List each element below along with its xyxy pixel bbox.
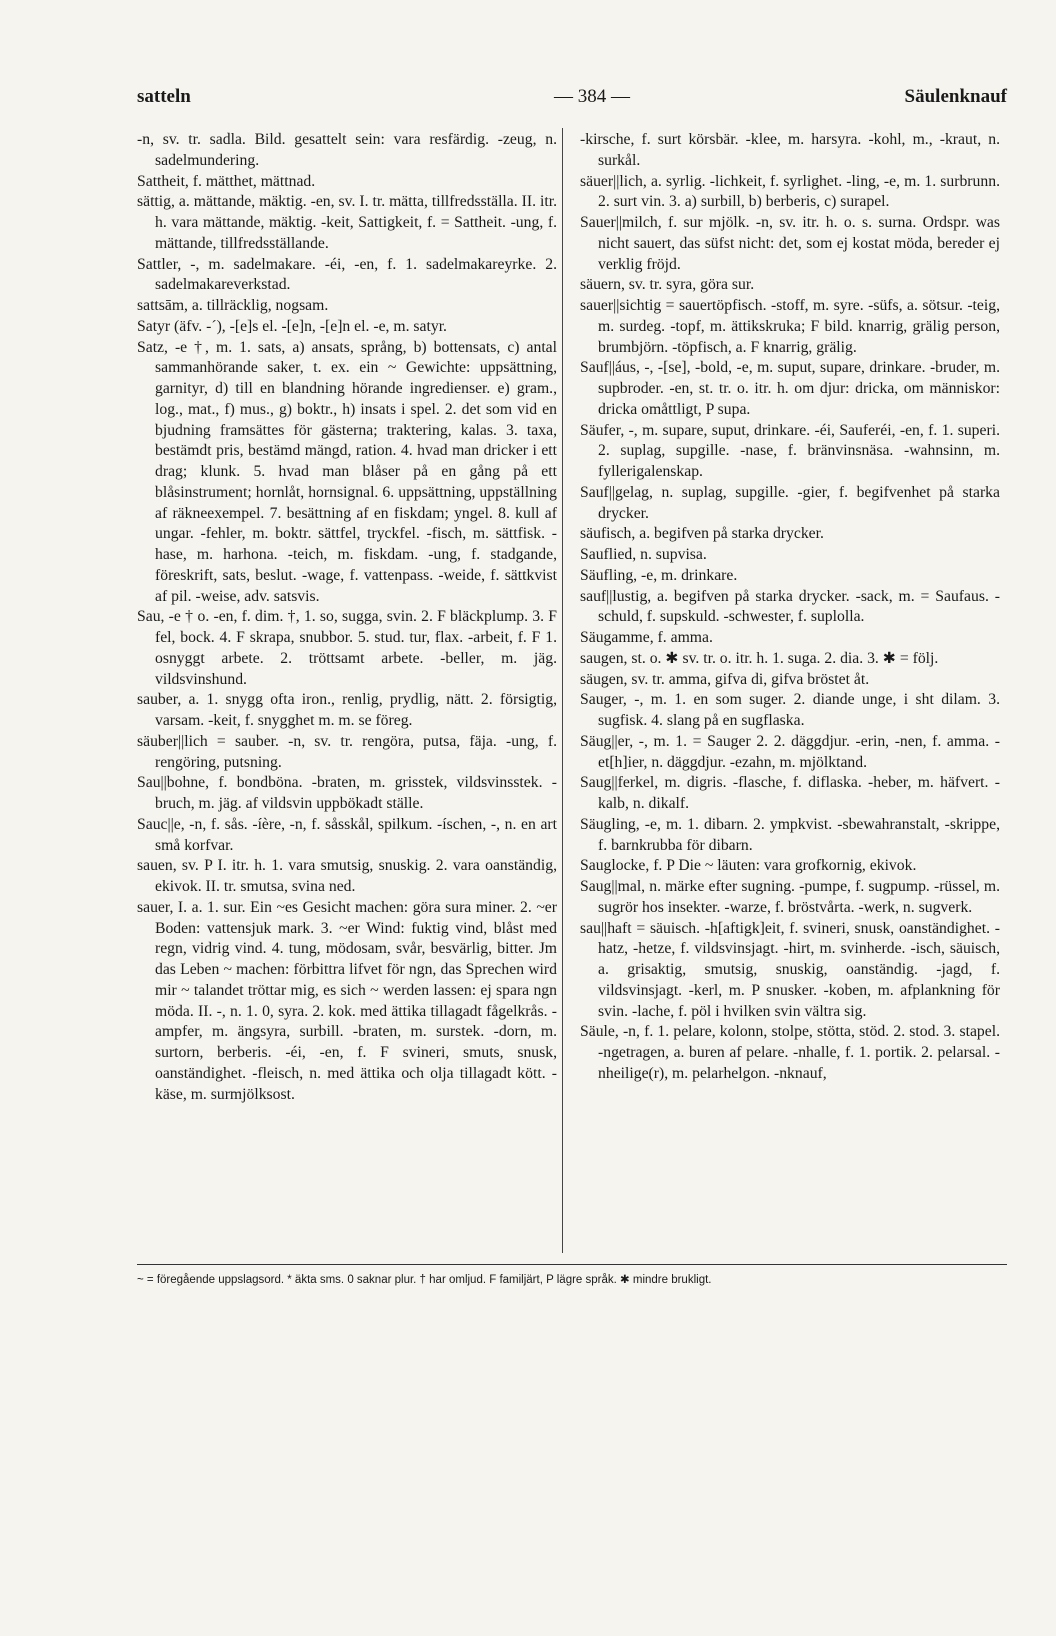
entry: sauber, a. 1. snygg ofta iron., renlig, prydlig, nätt. 2. försigtig, varsam. -keit, f. snygghet m. m. se föreg. xyxy=(137,691,557,729)
entry: Säufer, -, m. supare, suput, drinkare. -éi, Sauferéi, -en, f. 1. superi. 2. suplag, supgille. -nase, f. bränvinsnäsa. -wahnsinn, m. fyllerigalenskap. xyxy=(580,421,1000,480)
entry: Säule, -n, f. 1. pelare, kolonn, stolpe, stötta, stöd. 2. stod. 3. stapel. -ngetragen, a. buren af pelare. -nhalle, f. 1. portik. 2. pelarsal. -nheilige(r), m. pelarhelgon. -nknauf, xyxy=(580,1023,1000,1082)
entry: Säufling, -e, m. drinkare. xyxy=(580,566,738,584)
entry: Sauc||e, -n, f. sås. -íère, -n, f. såsskål, spilkum. -íschen, -, n. en art små korfvar. xyxy=(137,815,557,854)
entry: sättig, a. mättande, mäktig. -en, sv. I. tr. mätta, tillfredsställa. II. itr. h. vara mättande, mäktig. -keit, Sattigkeit, f. = Sattheit. -ung, f. mättande, tillfredsställande. xyxy=(137,193,557,252)
entry: Sauf||áus, -, -[se], -bold, -e, m. suput, supare, drinkare. -bruder, m. supbroder. -en, st. tr. o. itr. h. om djur: dricka, om människor: dricka omåttligt, P supa. xyxy=(580,359,1000,418)
entry: Saug||mal, n. märke efter sugning. -pumpe, f. sugpump. -rüssel, m. sugrör hos insekter. -warze, f. bröstvårta. -werk, n. sugverk. xyxy=(580,878,1000,916)
entry: Säugling, -e, m. 1. dibarn. 2. ympkvist. -sbewahranstalt, -skrippe, f. barnkrubba för dibarn. xyxy=(580,815,1000,854)
page-number: — 384 — xyxy=(554,86,630,107)
abbreviation-key-footer: ~ = föregående uppslagsord. * äkta sms. 0 saknar plur. † har omljud. F familjärt, P lägre språk. ✱ mindre brukligt. xyxy=(137,1274,712,1286)
entry: Sattheit, f. mätthet, mättnad. xyxy=(137,172,316,190)
entry: Sauf||gelag, n. suplag, supgille. -gier, f. begifvenhet på starka drycker. xyxy=(580,483,1000,522)
header-left-guideword: satteln xyxy=(137,86,191,107)
entry: säufisch, a. begifven på starka drycker. xyxy=(580,525,824,543)
entry: -n, sv. tr. sadla. Bild. gesattelt sein: vara resfärdig. -zeug, n. sadelmundering. xyxy=(137,131,557,169)
entry: säuern, sv. tr. syra, göra sur. xyxy=(580,276,755,294)
entry: -kirsche, f. surt körsbär. -klee, m. harsyra. -kohl, m., -kraut, n. surkål. xyxy=(580,131,1000,169)
entry: Säug||er, -, m. 1. = Sauger 2. 2. däggdjur. -erin, -nen, f. amma. -et[h]ier, n. däggdjur. -ezahn, m. mjölktand. xyxy=(580,732,1000,771)
entry: sauen, sv. P I. itr. h. 1. vara smutsig, snuskig. 2. vara oanständig, ekivok. II. tr. smutsa, svina ned. xyxy=(137,857,557,895)
entry: Sauflied, n. supvisa. xyxy=(580,546,707,563)
entry: Saug||ferkel, m. digris. -flasche, f. diflaska. -heber, m. häfvert. -kalb, n. dikalf. xyxy=(580,774,1000,812)
right-column xyxy=(580,130,1000,1085)
entry: saugen, st. o. ✱ sv. tr. o. itr. h. 1. suga. 2. dia. 3. ✱ = följ. xyxy=(580,649,939,667)
entry: sattsām, a. tillräcklig, nogsam. xyxy=(137,297,329,314)
entry: sauf||lustig, a. begifven på starka drycker. -sack, m. = Saufaus. -schuld, f. supskuld. -schwester, f. suplolla. xyxy=(580,587,1000,626)
entry: säuber||lich = sauber. -n, sv. tr. rengöra, putsa, fäja. -ung, f. rengöring, putsning. xyxy=(137,732,557,771)
entry: Sauer||milch, f. sur mjölk. -n, sv. itr. h. o. s. surna. Ordspr. was nicht sauert, das süfst nicht: det, som ej kostat möda, bereder ej verklig fröjd. xyxy=(580,214,1000,273)
column-divider xyxy=(562,128,563,1253)
entry: sau||haft = säuisch. -h[aftigk]eit, f. svineri, snusk, oanständighet. -hatz, -hetze, f. vildsvinsjagt. -hirt, m. svinherde. -isch, säuisch, a. grisaktig, smutsig, snuskig, oanständig. -jagd, f. vildsvinsjagt. -kerl, m. P snusker. -koben, m. afplankning för svin. -lache, f. pöl i hvilken svin vältra sig. xyxy=(580,919,1000,1020)
entry: Sau||bohne, f. bondböna. -braten, m. grisstek, vildsvinsstek. -bruch, m. jäg. af vildsvin uppbökadt ställe. xyxy=(137,774,557,812)
left-column xyxy=(137,130,557,1105)
entry: Satyr (äfv. -´), -[e]s el. -[e]n, -[e]n el. -e, m. satyr. xyxy=(137,317,447,335)
entry: Satz, -e †, m. 1. sats, a) ansats, språng, b) bottensats, c) antal sammanhörande saker, t. ex. ein ~ Gewichte: uppsättning, garnityr, d) till en blandning hörande ingredienser. e) gram., log., mat., f) mus., g) boktr., h) insats i spel. 2. det som vid en bjudning framsättes för gästerna; traktering, kalas. 3. taxa, bestämdt pris, bestämd mängd, ration. 4. hvad man dricker i ett drag; klunk. 5. hvad man blåser på en gång på ett blåsinstrument; hornlåt, hornsignal. 6. uppsättning, uppställning af räkneexempel. 7. besättning af en fiskdam; yngel. 8. kull af ungar. -fehler, m. boktr. sättfel, tryckfel. -fisch, m. sättfisk. -hase, m. harhona. -teich, m. fiskdam. -ung, f. stadgande, föreskrift, sats, beslut. -wage, f. vattenpass. -weide, f. sättkvist af pil. -weise, adv. satsvis. xyxy=(137,338,557,605)
entry: Säugamme, f. amma. xyxy=(580,629,713,646)
entry: Sauger, -, m. 1. en som suger. 2. diande unge, i sht dilam. 3. sugfisk. 4. slang på en sugflaska. xyxy=(580,691,1000,729)
entry: Sau, -e † o. -en, f. dim. †, 1. so, sugga, svin. 2. F bläckplump. 3. F fel, bock. 4. F skrapa, snubbor. 5. stud. tur, flax. -arbeit, f. F 1. osnyggt arbete. 2. tröttsamt arbete. -beller, m. jäg. vildsvinshund. xyxy=(137,608,557,688)
entry: säugen, sv. tr. amma, gifva di, gifva bröstet åt. xyxy=(580,670,870,688)
entry: Sattler, -, m. sadelmakare. -éi, -en, f. 1. sadelmakareyrke. 2. sadelmakareverkstad. xyxy=(137,255,557,294)
entry: sauer, I. a. 1. sur. Ein ~es Gesicht machen: göra sura miner. 2. ~er Boden: vattensjuk mark. 3. ~er Wind: fuktig vind, blåst med regn, vidrig vind. 4. tung, mödosam, svår, besvärlig, bitter. Jm das Leben ~ machen: förbittra lifvet för ngn, das Sprechen wird mir ~ talandet tröttar mig, es sich ~ werden lassen: ej spara ngn möda. II. -, n. 1. 0, syra. 2. kok. med ättika tillagadt fågelkrås. -ampfer, m. ängsyra, surbill. -braten, m. surstek. -dorn, m. surtorn, berberis. -éi, -en, f. F svineri, smuts, snusk, oanständighet. -fleisch, n. med ättika och olja tillagadt kött. -käse, m. surmjölksost. xyxy=(137,898,557,1103)
header-right-guideword: Säulenknauf xyxy=(904,86,1007,107)
footer-rule xyxy=(137,1264,1007,1265)
page-header xyxy=(137,86,1007,116)
entry: säuer||lich, a. syrlig. -lichkeit, f. syrlighet. -ling, -e, m. 1. surbrunn. 2. surt vin. 3. a) surbill, b) berberis, c) surapel. xyxy=(580,172,1000,211)
entry: Sauglocke, f. P Die ~ läuten: vara grofkornig, ekivok. xyxy=(580,857,917,875)
entry: sauer||sichtig = sauertöpfisch. -stoff, m. syre. -süfs, a. sötsur. -teig, m. surdeg. -topf, m. ättikskruka; F bild. knarrig, grälig person, brumbjörn. -töpfisch, a. F knarrig, grälig. xyxy=(580,297,1000,356)
